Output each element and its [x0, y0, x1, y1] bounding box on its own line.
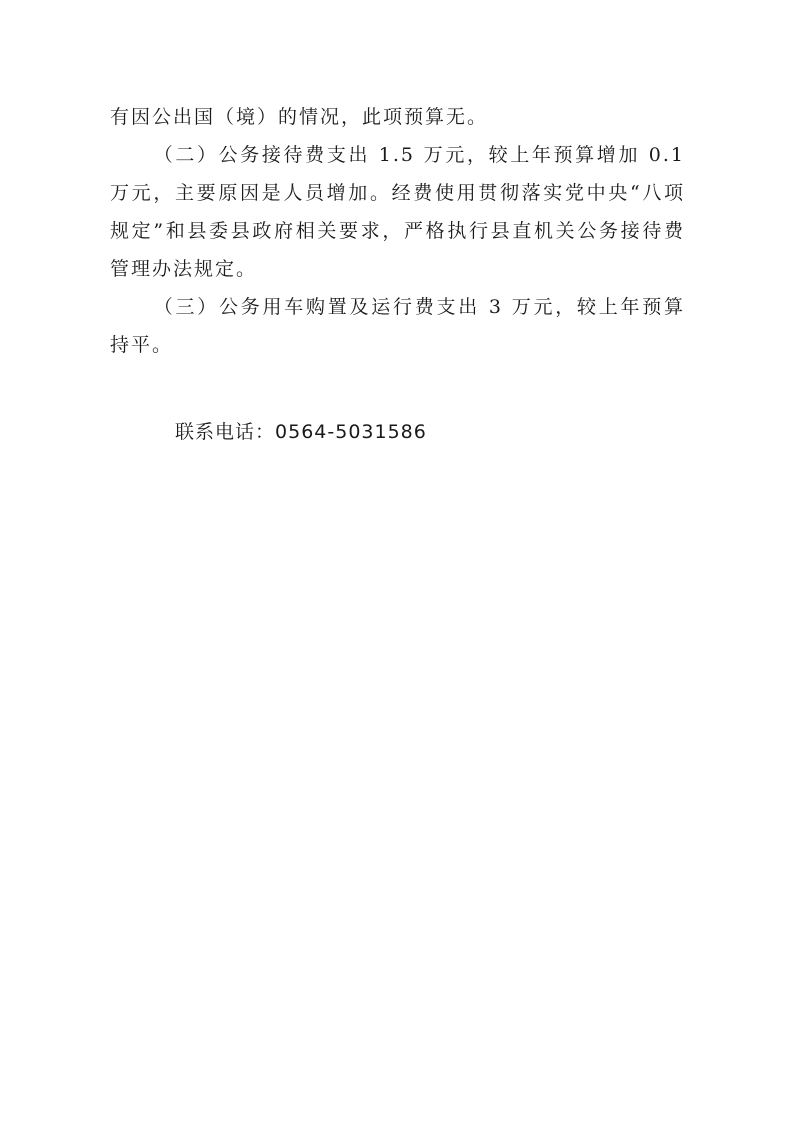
contact-label: 联系电话： — [175, 421, 276, 443]
contact-phone: 0564-5031586 — [275, 421, 427, 443]
paragraph-continuation: 有因公出国（境）的情况，此项预算无。 — [110, 106, 489, 128]
document-body — [110, 98, 685, 364]
paragraph-vehicle-expense: （三）公务用车购置及运行费支出 3 万元，较上年预算持平。 — [110, 296, 685, 356]
contact-line — [175, 413, 427, 451]
paragraph-reception-expense: （二）公务接待费支出 1.5 万元，较上年预算增加 0.1 万元，主要原因是人员增加。经费使用贯彻落实党中央“八项规定”和县委县政府相关要求，严格执行县直机关公务接待费管理办法规定。 — [110, 144, 685, 280]
